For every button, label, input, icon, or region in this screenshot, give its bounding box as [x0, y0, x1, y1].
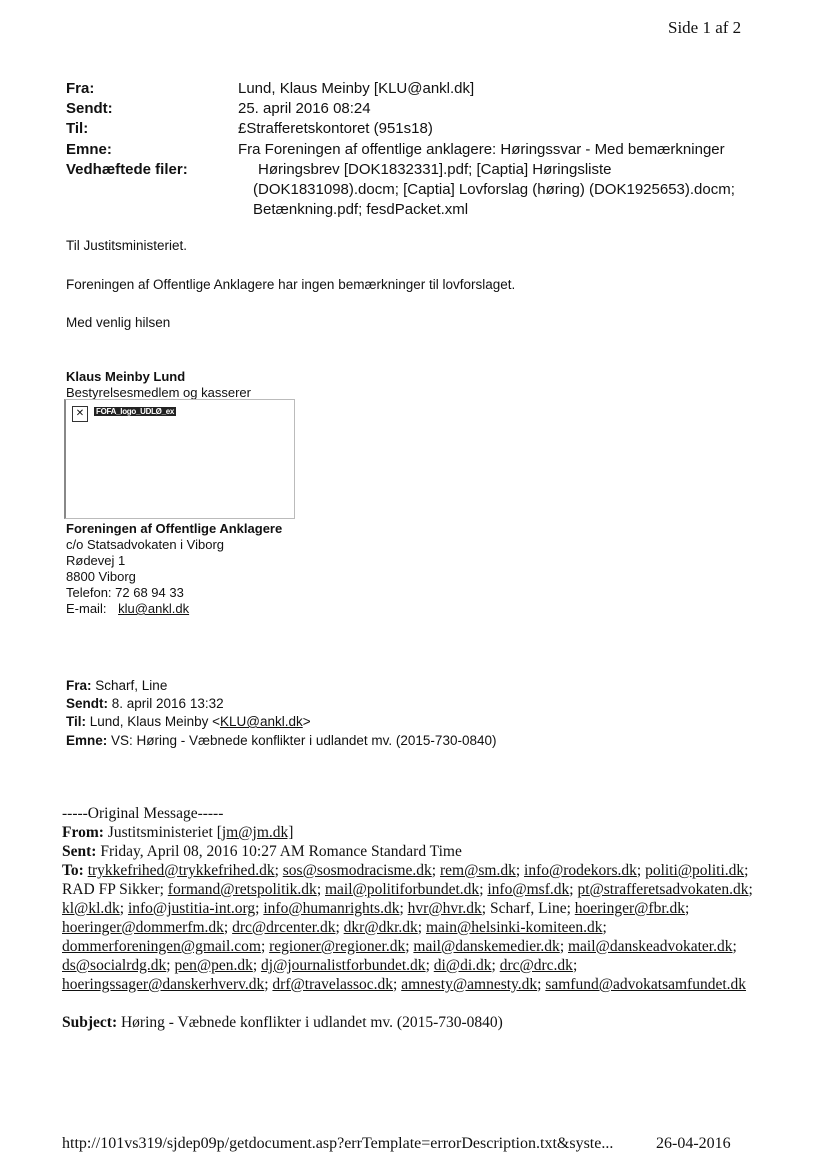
signature-address-3: 8800 Viborg	[66, 569, 136, 584]
sent-label: Sendt:	[66, 100, 113, 117]
recipient-address[interactable]: dkr@dkr.dk	[343, 919, 418, 936]
logo-frame	[64, 399, 295, 519]
original-sent-label: Sent:	[62, 843, 97, 860]
fwd-to-email-link[interactable]: KLU@ankl.dk	[219, 714, 303, 729]
attachments-line-2: (DOK1831098).docm; [Captia] Lovforslag (høring) (DOK1925653).docm;	[253, 181, 735, 198]
recipient-address[interactable]: sos@sosmodracisme.dk	[282, 862, 432, 879]
original-sent-value: Friday, April 08, 2016 10:27 AM Romance Standard Time	[100, 843, 462, 860]
broken-image-icon: ✕	[72, 406, 88, 422]
signature-role: Bestyrelsesmedlem og kasserer	[66, 385, 251, 400]
recipient-address[interactable]: drc@drcenter.dk	[232, 919, 336, 936]
recipient-address[interactable]: main@helsinki-komiteen.dk	[425, 919, 603, 936]
signature-phone: Telefon: 72 68 94 33	[66, 585, 184, 600]
recipient-address[interactable]: info@humanrights.dk	[263, 900, 400, 917]
logo-placeholder-text: FOFA_logo_UDLØ_ex	[96, 407, 175, 416]
recipient-address[interactable]: hoeringer@fbr.dk	[574, 900, 686, 917]
attachments-line-3: Betænkning.pdf; fesdPacket.xml	[253, 201, 469, 218]
recipient-address[interactable]: dj@journalistforbundet.dk	[261, 957, 426, 974]
from-label: Fra:	[66, 80, 95, 97]
original-sent	[62, 842, 782, 861]
fwd-from-value: Scharf, Line	[95, 678, 168, 693]
fwd-sent	[66, 696, 224, 711]
fwd-subject	[66, 733, 496, 748]
fwd-to-pre: Lund, Klaus Meinby <	[89, 714, 220, 729]
from-value: Lund, Klaus Meinby [KLU@ankl.dk]	[238, 80, 475, 97]
original-subject	[62, 1013, 782, 1032]
recipient-address[interactable]: info@msf.dk	[487, 881, 570, 898]
recipient-address[interactable]: drc@drc.dk	[499, 957, 573, 974]
subject-value: Fra Foreningen af offentlige anklagere: Høringssvar - Med bemærkninger	[238, 141, 725, 158]
signature-address-1: c/o Statsadvokaten i Viborg	[66, 537, 225, 552]
message: Foreningen af Offentlige Anklagere har ingen bemærkninger til lovforslaget.	[66, 277, 516, 292]
fwd-sent-label: Sendt:	[66, 696, 108, 711]
to-value: £Strafferetskontoret (951s18)	[238, 120, 433, 137]
recipient-address[interactable]: drf@travelassoc.dk	[272, 976, 394, 993]
original-subject-label: Subject:	[62, 1014, 118, 1031]
closing: Med venlig hilsen	[66, 315, 171, 330]
recipient-address[interactable]: rem@sm.dk	[439, 862, 516, 879]
footer-date: 26-04-2016	[656, 1135, 731, 1152]
fwd-to-label: Til:	[66, 714, 86, 729]
recipient-address[interactable]: mail@politiforbundet.dk	[325, 881, 480, 898]
recipient-address[interactable]: samfund@advokatsamfundet.dk	[545, 976, 747, 993]
page-number: Side 1 af 2	[668, 18, 742, 37]
recipient-address[interactable]: mail@danskemedier.dk	[413, 938, 560, 955]
original-from	[62, 823, 782, 842]
recipient-list: trykkefrihed@trykkefrihed.dk; sos@sosmodracisme.dk; rem@sm.dk; info@rodekors.dk; politi@politi.dk; RAD FP Sikker; formand@retspolitik.dk; mail@politiforbundet.dk; info@msf.dk; pt@strafferetsadvokaten.dk; kl@kl.dk; info@justitia-int.org; info@humanrights.dk; hvr@hvr.dk; Scharf, Line; hoeringer@fbr.dk; hoeringer@dommerfm.dk; drc@drcenter.dk; dkr@dkr.dk; main@helsinki-komiteen.dk; dommerforeningen@gmail.com; regioner@regioner.dk; mail@danskemedier.dk; mail@danskeadvokater.dk; ds@socialrdg.dk; pen@pen.dk; dj@journalistforbundet.dk; di@di.dk; drc@drc.dk; hoeringssager@danskerhverv.dk; drf@travelassoc.dk; amnesty@amnesty.dk; samfund@advokatsamfundet.dk	[62, 862, 753, 993]
original-title: -----Original Message-----	[62, 805, 224, 822]
signature-name: Klaus Meinby Lund	[66, 369, 186, 384]
fwd-sent-value: 8. april 2016 13:32	[111, 696, 224, 711]
fwd-subject-value: VS: Høring - Væbnede konflikter i udlandet mv. (2015-730-0840)	[111, 733, 497, 748]
recipient-address[interactable]: dommerforeningen@gmail.com	[62, 938, 261, 955]
recipient-address[interactable]: regioner@regioner.dk	[269, 938, 406, 955]
fwd-subject-label: Emne:	[66, 733, 108, 748]
original-from-value: Justitsministeriet	[107, 824, 213, 841]
original-to-label: To:	[62, 862, 84, 879]
recipient-address[interactable]: info@justitia-int.org	[127, 900, 256, 917]
recipient-address[interactable]: pen@pen.dk	[174, 957, 253, 974]
original-from-email-link[interactable]: [jm@jm.dk]	[216, 824, 294, 841]
greeting: Til Justitsministeriet.	[66, 238, 188, 253]
subject-label: Emne:	[66, 141, 112, 158]
recipient-address[interactable]: info@rodekors.dk	[524, 862, 637, 879]
original-to	[62, 861, 782, 994]
signature-org: Foreningen af Offentlige Anklagere	[66, 521, 283, 536]
recipient-address: Scharf, Line	[489, 900, 567, 917]
recipient-address: RAD FP Sikker	[62, 881, 160, 898]
fwd-to	[66, 714, 311, 729]
signature-email-link[interactable]: klu@ankl.dk	[118, 601, 190, 616]
recipient-address[interactable]: hoeringssager@danskerhverv.dk	[62, 976, 265, 993]
signature-email-row	[66, 601, 189, 617]
recipient-address[interactable]: mail@danskeadvokater.dk	[568, 938, 733, 955]
recipient-address[interactable]: hoeringer@dommerfm.dk	[62, 919, 224, 936]
sent-value: 25. april 2016 08:24	[238, 100, 371, 117]
attachments-label: Vedhæftede filer:	[66, 161, 188, 178]
fwd-from	[66, 678, 167, 693]
original-from-label: From:	[62, 824, 104, 841]
recipient-address[interactable]: politi@politi.dk	[645, 862, 745, 879]
to-label: Til:	[66, 120, 89, 137]
recipient-address[interactable]: kl@kl.dk	[62, 900, 120, 917]
recipient-address[interactable]: ds@socialrdg.dk	[62, 957, 167, 974]
recipient-address[interactable]: formand@retspolitik.dk	[167, 881, 317, 898]
fwd-to-post: >	[302, 714, 311, 729]
recipient-address[interactable]: hvr@hvr.dk	[407, 900, 482, 917]
footer-url: http://101vs319/sjdep09p/getdocument.asp?errTemplate=errorDescription.txt&syste...	[62, 1135, 614, 1152]
recipient-address[interactable]: di@di.dk	[433, 957, 492, 974]
attachments-line-1: Høringsbrev [DOK1832331].pdf; [Captia] Høringsliste	[258, 161, 612, 178]
recipient-address[interactable]: trykkefrihed@trykkefrihed.dk	[87, 862, 275, 879]
signature-email-label: E-mail:	[66, 601, 107, 616]
recipient-address[interactable]: pt@strafferetsadvokaten.dk	[577, 881, 749, 898]
signature-address-2: Rødevej 1	[66, 553, 126, 568]
fwd-from-label: Fra:	[66, 678, 92, 693]
original-subject-value: Høring - Væbnede konflikter i udlandet mv. (2015-730-0840)	[120, 1014, 503, 1031]
recipient-address[interactable]: amnesty@amnesty.dk	[401, 976, 538, 993]
